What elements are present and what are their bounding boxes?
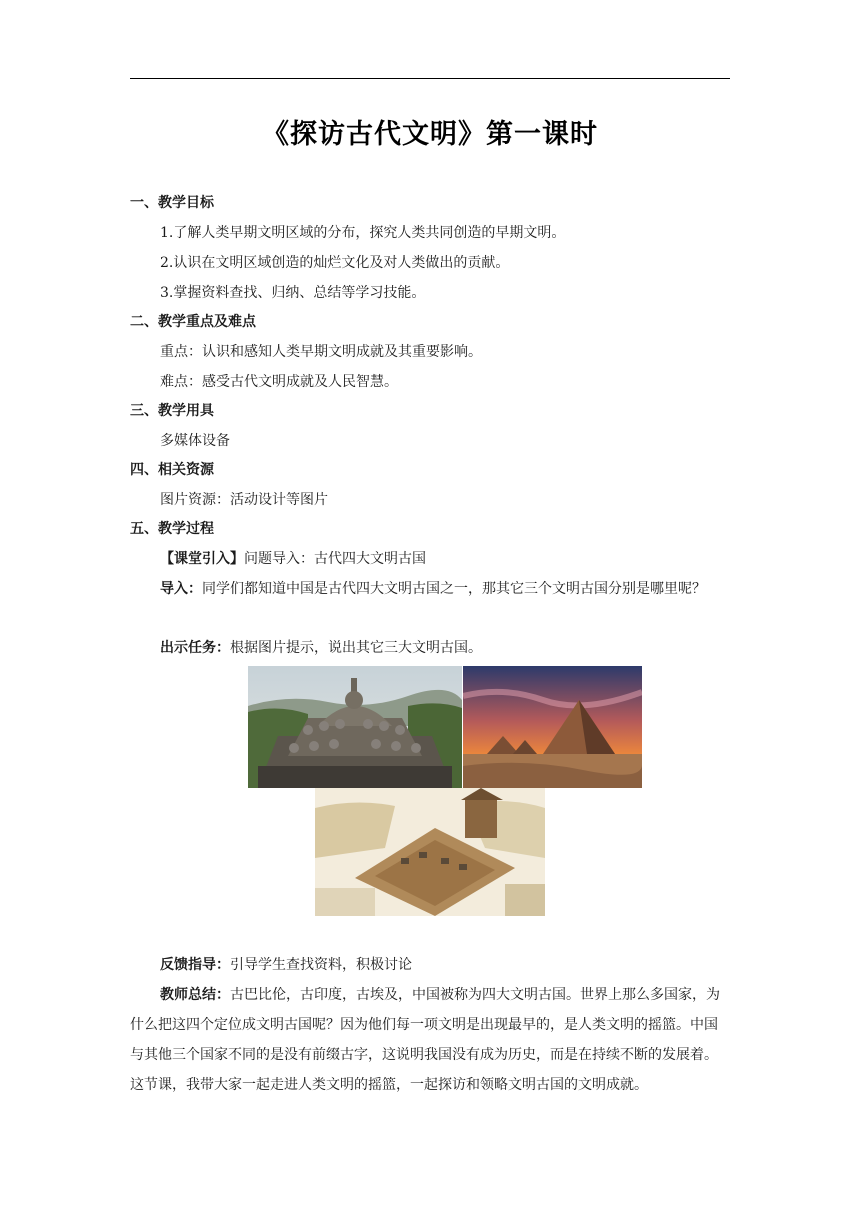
summary-paragraph	[130, 980, 730, 1100]
stupa-temple-image	[248, 666, 462, 788]
section-heading-process: 五、教学过程	[130, 521, 214, 537]
ancient-city-image	[315, 788, 545, 916]
intro-line	[160, 549, 730, 569]
objective-item: 1.了解人类早期文明区域的分布，探究人类共同创造的早期文明。	[160, 225, 566, 241]
section-heading-resources: 四、相关资源	[130, 462, 214, 478]
feedback-line	[160, 955, 730, 975]
objective-item: 3.掌握资料查找、归纳、总结等学习技能。	[160, 285, 426, 301]
section-heading-tools: 三、教学用具	[130, 403, 214, 419]
lead-text: 同学们都知道中国是古代四大文明古国之一，那其它三个文明古国分别是哪里呢？	[202, 581, 706, 597]
objective-item: 2.认识在文明区域创造的灿烂文化及对人类做出的贡献。	[160, 255, 510, 271]
ancient-city-render	[315, 788, 545, 916]
feedback-text: 引导学生查找资料，积极讨论	[230, 957, 412, 973]
pyramids-sunset-photo	[463, 666, 642, 788]
summary-label: 教师总结：	[160, 987, 230, 1003]
section-heading-keypoints: 二、教学重点及难点	[130, 314, 256, 330]
lead-paragraph	[130, 574, 730, 604]
page-title: 《探访古代文明》第一课时	[262, 119, 598, 150]
tools-item: 多媒体设备	[160, 433, 230, 449]
feedback-label: 反馈指导：	[160, 957, 230, 973]
intro-label: 【课堂引入】	[160, 551, 244, 567]
keypoint-item: 重点：认识和感知人类早期文明成就及其重要影响。	[160, 344, 482, 360]
resources-item: 图片资源：活动设计等图片	[160, 492, 328, 508]
intro-text: 问题导入：古代四大文明古国	[244, 551, 426, 567]
stupa-temple-photo	[248, 666, 462, 788]
summary-text: 古巴比伦，古印度，古埃及，中国被称为四大文明古国。世界上那么多国家，为什么把这四个定位成文明古国呢？因为他们每一项文明是出现最早的，是人类文明的摇篮。中国与其他三个国家不同的是没有前缀古字，这说明我国没有成为历史，而是在持续不断的发展着。这节课，我带大家一起走进人类文明的摇篮，一起探访和领略文明古国的文明成就。	[130, 987, 720, 1093]
task-label: 出示任务：	[160, 640, 230, 656]
section-heading-objectives: 一、教学目标	[130, 195, 214, 211]
header-rule	[130, 78, 730, 79]
pyramids-image	[463, 666, 642, 788]
task-text: 根据图片提示，说出其它三大文明古国。	[230, 640, 482, 656]
keypoint-item: 难点：感受古代文明成就及人民智慧。	[160, 374, 398, 390]
task-line	[160, 638, 730, 658]
lead-label: 导入：	[160, 581, 202, 597]
